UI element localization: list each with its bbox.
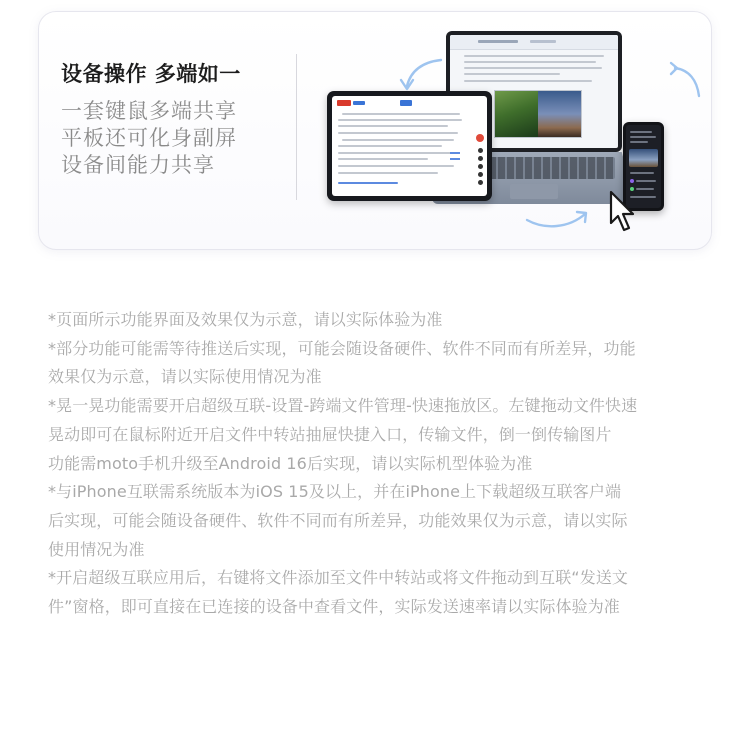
- divider: [296, 54, 297, 200]
- disclaimer-item: *页面所示功能界面及效果仅为示意，请以实际体验为准: [48, 310, 443, 329]
- disclaimer-notes: [48, 306, 688, 622]
- feature-line: 设备间能力共享: [61, 153, 215, 177]
- feature-description: [61, 98, 237, 179]
- feature-title: 设备操作 多端如一: [61, 62, 241, 86]
- feature-line: 一套键鼠多端共享: [61, 99, 237, 123]
- disclaimer-item: *晃一晃功能需要开启超级互联-设置-跨端文件管理-快速拖放区。左键拖动文件快速 晃动即可在鼠标附近开启文件中转站抽屉快捷入口，传输文件，倒一倒传输图片 功能需moto手机升级至Android 16后实现，请以实际机型体验为准: [48, 396, 638, 473]
- tablet: [327, 91, 492, 201]
- disclaimer-item: *部分功能可能需等待推送后实现，可能会随设备硬件、软件不同而有所差异，功能 效果仅为示意，请以实际使用情况为准: [48, 338, 636, 387]
- sync-arrow-icon: [399, 56, 449, 92]
- trackpad: [510, 184, 558, 199]
- sync-arrow-icon: [523, 202, 593, 232]
- disclaimer-item: *与iPhone互联需系统版本为iOS 15及以上，并在iPhone上下载超级互联客户端 后实现，可能会随设备硬件、软件不同而有所差异，功能效果仅为示意，请以实际 使用情况为准: [48, 482, 628, 559]
- feature-card: [38, 11, 712, 250]
- sync-arrow-icon: [671, 60, 705, 100]
- disclaimer-item: *开启超级互联应用后，右键将文件添加至文件中转站或将文件拖动到互联“发送文 件”窗格，即可直接在已连接的设备中查看文件，实际发送速率请以实际体验为准: [48, 568, 628, 617]
- landscape-image: [494, 90, 582, 138]
- cursor-icon: [609, 190, 637, 234]
- device-illustration: [327, 12, 711, 249]
- feature-line: 平板还可化身副屏: [61, 126, 237, 150]
